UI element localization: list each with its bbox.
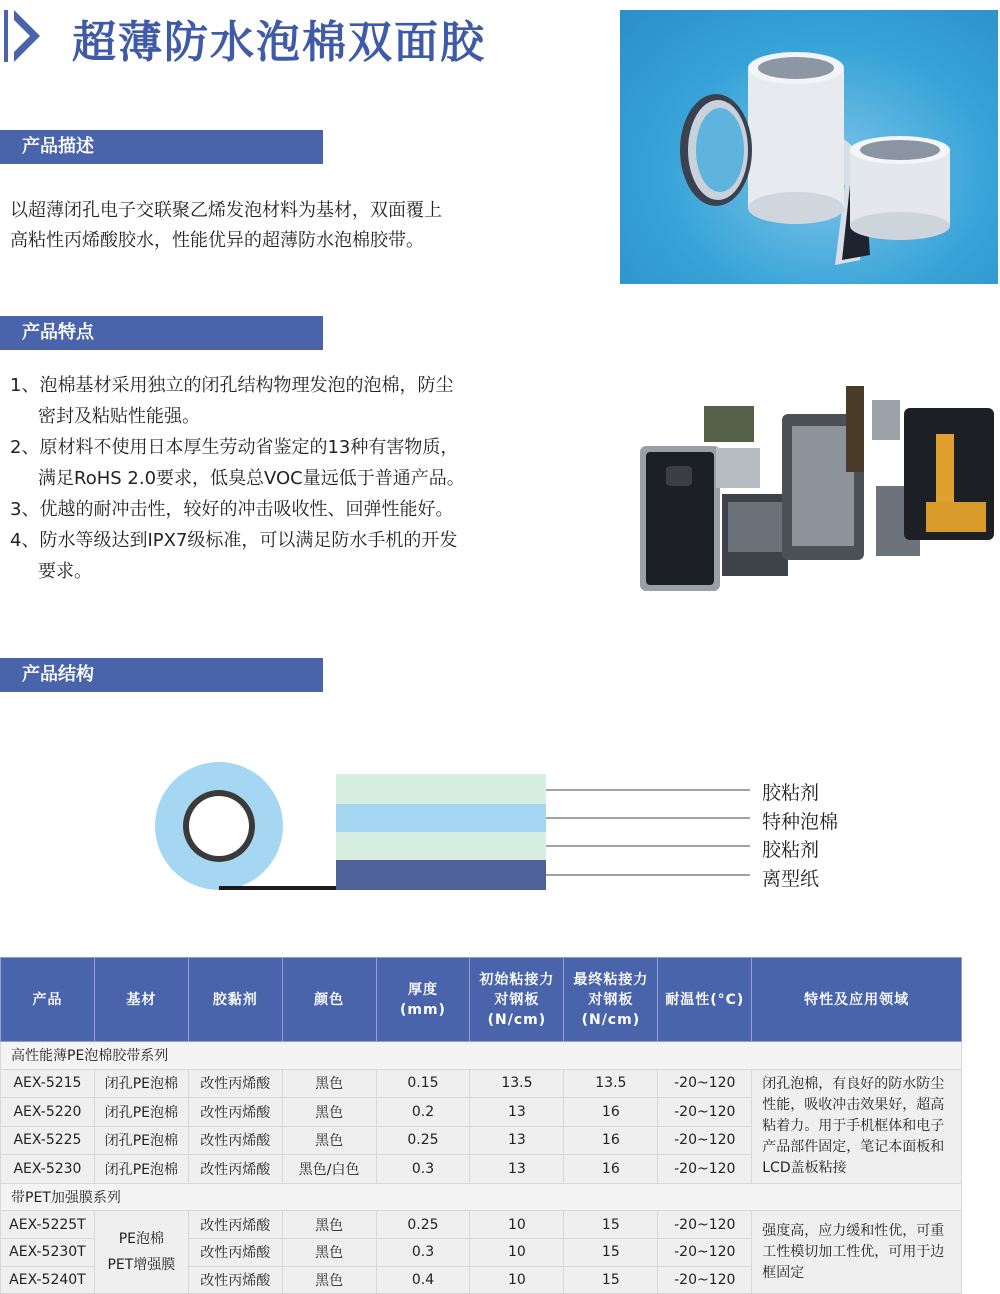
cell-base: 闭孔PE泡棉 [94,1069,188,1098]
section-title-structure: 产品结构 [0,658,323,692]
header-features: 特性及应用领域 [752,958,962,1042]
cell-final: 16 [564,1155,658,1184]
layer-liner [336,860,546,890]
series-title: 高性能薄PE泡棉胶带系列 [1,1042,962,1070]
cell-adhesive: 改性丙烯酸 [188,1098,282,1127]
page-title: 超薄防水泡棉双面胶 [72,17,486,68]
cell-color: 黑色 [282,1126,376,1155]
cell-base: 闭孔PE泡棉 [94,1126,188,1155]
cell-adhesive: 改性丙烯酸 [188,1155,282,1184]
cell-color: 黑色 [282,1211,376,1239]
header-final-adhesion: 最终粘接力 对钢板 (N/cm) [564,958,658,1042]
phone-parts-photo [636,376,998,594]
cell-product: AEX-5215 [1,1069,95,1098]
layer-label-adhesive-top: 胶粘剂 [762,782,820,804]
cell-features: 闭孔泡棉，有良好的防水防尘性能，吸收冲击效果好，超高粘着力。用于手机框体和电子产品部件固定，笔记本面板和LCD盖板粘接 [752,1069,962,1183]
features-list [10,370,520,587]
table-row [1,1211,962,1239]
cell-temp: -20~120 [658,1155,752,1184]
layer-adhesive-bottom [336,832,546,860]
tape-rolls-photo [620,10,998,284]
header-color: 颜色 [282,958,376,1042]
cell-color: 黑色 [282,1098,376,1127]
tape-tail [219,886,337,890]
cell-initial: 13.5 [470,1069,564,1098]
layer-label-foam: 特种泡棉 [762,811,839,833]
header-adhesive: 胶黏剂 [188,958,282,1042]
cell-temp: -20~120 [658,1126,752,1155]
cell-thickness: 0.3 [376,1155,470,1184]
cell-features: 强度高，应力缓和性优，可重工性模切加工性优，可用于边框固定 [752,1211,962,1294]
cell-base: 闭孔PE泡棉 [94,1098,188,1127]
cell-adhesive: 改性丙烯酸 [188,1069,282,1098]
cell-product: AEX-5220 [1,1098,95,1127]
header-base: 基材 [94,958,188,1042]
cell-final: 15 [564,1211,658,1239]
header-initial-adhesion: 初始粘接力 对钢板 (N/cm) [470,958,564,1042]
cell-thickness: 0.15 [376,1069,470,1098]
cell-adhesive: 改性丙烯酸 [188,1266,282,1294]
cell-temp: -20~120 [658,1098,752,1127]
cell-product: AEX-5240T [1,1266,95,1294]
cell-adhesive: 改性丙烯酸 [188,1239,282,1267]
cell-adhesive: 改性丙烯酸 [188,1126,282,1155]
cell-thickness: 0.25 [376,1126,470,1155]
cell-product: AEX-5225 [1,1126,95,1155]
cell-thickness: 0.2 [376,1098,470,1127]
feature-item: 3、优越的耐冲击性，较好的冲击吸收性、回弹性能好。 [10,499,454,520]
feature-item: 2、原材料不使用日本厚生劳动省鉴定的13种有害物质， 满足RoHS 2.0要求，低臭总VOC量远低于普通产品。 [10,437,465,489]
series-row [1,1042,962,1070]
cell-base: 闭孔PE泡棉 [94,1155,188,1184]
cell-color: 黑色 [282,1266,376,1294]
section-title-features: 产品特点 [0,316,323,350]
spec-table [0,957,962,1294]
table-header-row [1,958,962,1042]
cell-final: 15 [564,1239,658,1267]
header-thickness: 厚度 (mm) [376,958,470,1042]
cell-temp: -20~120 [658,1239,752,1267]
cell-product: AEX-5230T [1,1239,95,1267]
layer-label-adhesive-bottom: 胶粘剂 [762,839,820,861]
cell-initial: 13 [470,1155,564,1184]
header-temperature: 耐温性(°C) [658,958,752,1042]
cell-product: AEX-5225T [1,1211,95,1239]
cell-thickness: 0.3 [376,1239,470,1267]
section-title-description: 产品描述 [0,130,323,164]
header-product: 产品 [1,958,95,1042]
layer-adhesive-top [336,774,546,804]
cell-final: 13.5 [564,1069,658,1098]
layer-label-liner: 离型纸 [762,868,820,890]
cell-final: 16 [564,1098,658,1127]
cell-base: PE泡棉PET增强膜 [94,1211,188,1294]
cell-initial: 10 [470,1239,564,1267]
feature-item: 4、防水等级达到IPX7级标准，可以满足防水手机的开发 要求。 [10,530,458,582]
structure-diagram [150,760,870,900]
description-line: 高粘性丙烯酸胶水，性能优异的超薄防水泡棉胶带。 [10,230,424,251]
cell-color: 黑色 [282,1069,376,1098]
cell-thickness: 0.4 [376,1266,470,1294]
description-text [10,196,510,256]
title-chevron-icon [0,8,60,68]
cell-final: 15 [564,1266,658,1294]
tape-roll-hole [189,796,249,856]
cell-product: AEX-5230 [1,1155,95,1184]
series-row [1,1183,962,1211]
description-line: 以超薄闭孔电子交联聚乙烯发泡材料为基材，双面覆上 [10,200,442,221]
layer-foam [336,804,546,832]
cell-color: 黑色 [282,1239,376,1267]
series-title: 带PET加强膜系列 [1,1183,962,1211]
feature-item: 1、泡棉基材采用独立的闭孔结构物理发泡的泡棉，防尘 密封及粘贴性能强。 [10,375,454,427]
cell-thickness: 0.25 [376,1211,470,1239]
cell-initial: 10 [470,1266,564,1294]
cell-temp: -20~120 [658,1069,752,1098]
cell-final: 16 [564,1126,658,1155]
cell-initial: 13 [470,1126,564,1155]
cell-temp: -20~120 [658,1266,752,1294]
cell-initial: 13 [470,1098,564,1127]
cell-color: 黑色/白色 [282,1155,376,1184]
cell-temp: -20~120 [658,1211,752,1239]
table-row [1,1069,962,1098]
cell-initial: 10 [470,1211,564,1239]
cell-adhesive: 改性丙烯酸 [188,1211,282,1239]
